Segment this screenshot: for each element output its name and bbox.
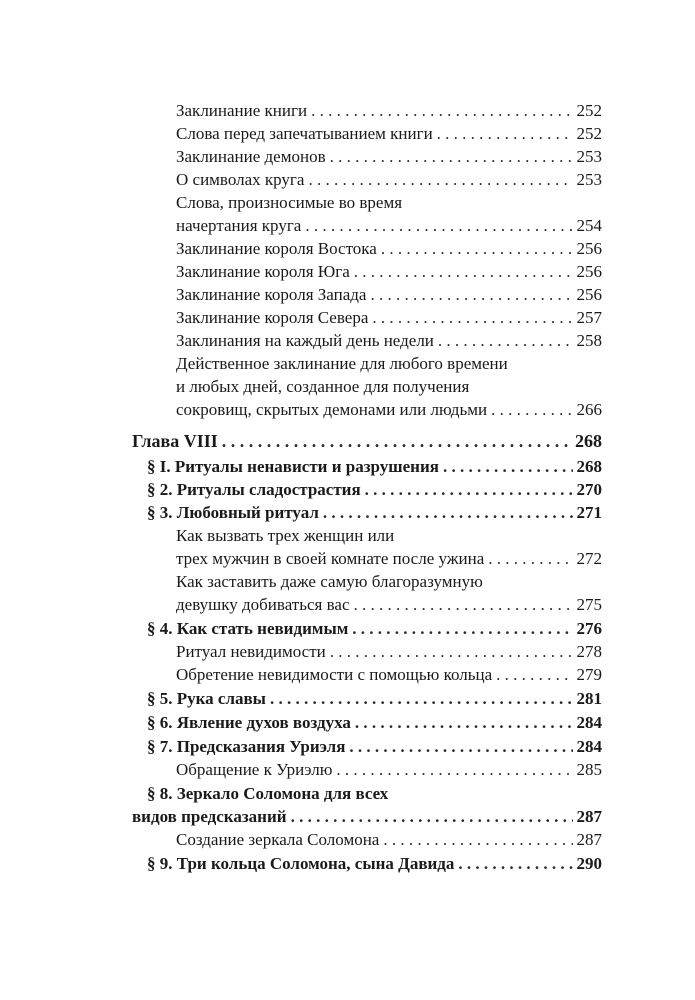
toc-page-number: 252	[576, 124, 602, 143]
toc-entry	[176, 548, 602, 570]
toc-leader-dots	[491, 399, 572, 421]
toc-entry-title: трех мужчин в своей комнате после ужина	[176, 549, 485, 568]
toc-entry-title: Заклинание короля Юга	[176, 262, 350, 281]
toc-entry	[176, 284, 602, 306]
toc-entry-title: видов предсказаний	[132, 807, 287, 826]
toc-page-number: 268	[576, 457, 602, 476]
toc-leader-dots	[352, 618, 572, 640]
toc-leader-dots	[291, 806, 573, 828]
toc-entry	[176, 330, 602, 352]
toc-entry-continued	[176, 376, 602, 398]
toc-leader-dots	[305, 215, 572, 237]
toc-page-number: 270	[576, 480, 602, 499]
toc-entry	[176, 399, 602, 421]
toc-leader-dots	[330, 641, 573, 663]
toc-entry	[176, 307, 602, 329]
toc-entry-title: Создание зеркала Соломона	[176, 830, 380, 849]
toc-page-number: 252	[576, 101, 602, 120]
toc-page-number: 285	[576, 760, 602, 779]
toc-section	[132, 806, 602, 828]
toc-leader-dots	[222, 430, 571, 452]
toc-leader-dots	[488, 548, 572, 570]
toc-entry	[176, 100, 602, 122]
toc-leader-dots	[438, 330, 573, 352]
toc-entry	[176, 169, 602, 191]
toc-entry-continued	[176, 192, 602, 214]
toc-entry-title: О символах круга	[176, 170, 305, 189]
toc-entry-title: § 3. Любовный ритуал	[147, 503, 319, 522]
toc-leader-dots	[496, 664, 572, 686]
toc-page-number: 284	[576, 713, 602, 732]
toc-entry-title: Заклинание короля Запада	[176, 285, 367, 304]
toc-leader-dots	[381, 238, 573, 260]
toc-page-number: 272	[576, 549, 602, 568]
toc-chapter-heading	[132, 430, 602, 452]
toc-page-number: 253	[576, 170, 602, 189]
toc-leader-dots	[330, 146, 573, 168]
toc-entry-title: Обращение к Уриэлю	[176, 760, 333, 779]
toc-entry	[176, 123, 602, 145]
toc-entry-title: Заклинание книги	[176, 101, 308, 120]
toc-entry	[176, 146, 602, 168]
toc-entry-title: Действенное заклинание для любого времени	[176, 354, 508, 373]
toc-page-number: 254	[576, 216, 602, 235]
toc-page-number: 287	[576, 830, 602, 849]
toc-entry-title: § 4. Как стать невидимым	[147, 619, 349, 638]
toc-entry-title: § I. Ритуалы ненависти и разрушения	[147, 457, 439, 476]
toc-page-number: 281	[576, 689, 602, 708]
toc-entry-title: Как вызвать трех женщин или	[176, 526, 395, 545]
toc-section-continued	[147, 783, 602, 805]
toc-entry-continued	[176, 571, 602, 593]
toc-entry-title: Заклинания на каждый день недели	[176, 331, 434, 350]
toc-leader-dots	[308, 169, 572, 191]
toc-section	[147, 736, 602, 758]
toc-page-number: 279	[576, 665, 602, 684]
toc-leader-dots	[443, 456, 573, 478]
toc-leader-dots	[365, 479, 573, 501]
toc-page-number: 287	[576, 807, 602, 826]
toc-section	[147, 712, 602, 734]
toc-entry-title: Заклинание короля Востока	[176, 239, 377, 258]
toc-leader-dots	[372, 307, 572, 329]
toc-entry-title: Глава VIII	[132, 431, 218, 451]
toc-entry	[176, 238, 602, 260]
toc-leader-dots	[270, 688, 573, 710]
toc-page-number: 271	[576, 503, 602, 522]
toc-leader-dots	[336, 759, 572, 781]
toc-entry	[176, 641, 602, 663]
toc-page-number: 276	[576, 619, 602, 638]
toc-leader-dots	[354, 594, 573, 616]
toc-entry-title: § 2. Ритуалы сладострастия	[147, 480, 361, 499]
toc-entry-title: § 5. Рука славы	[147, 689, 266, 708]
toc-entry	[176, 759, 602, 781]
toc-section	[147, 688, 602, 710]
toc-entry-title: § 6. Явление духов воздуха	[147, 713, 351, 732]
toc-page-number: 284	[576, 737, 602, 756]
toc-page-number: 256	[576, 239, 602, 258]
toc-leader-dots	[383, 829, 572, 851]
toc-page-number: 266	[576, 400, 602, 419]
toc-page-number: 258	[576, 331, 602, 350]
toc-page-number: 275	[576, 595, 602, 614]
toc-page-number: 278	[576, 642, 602, 661]
toc-entry	[176, 261, 602, 283]
toc-entry-title: Слова, произносимые во время	[176, 193, 403, 212]
toc-entry-title: Как заставить даже самую благоразумную	[176, 572, 483, 591]
toc-entry	[176, 594, 602, 616]
toc-entry-title: § 7. Предсказания Уриэля	[147, 737, 346, 756]
toc-entry	[176, 664, 602, 686]
toc-entry-title: сокровищ, скрытых демонами или людьми	[176, 400, 488, 419]
toc-entry-continued	[176, 525, 602, 547]
toc-entry-title: начертания круга	[176, 216, 302, 235]
toc-section	[147, 479, 602, 501]
toc-section	[147, 456, 602, 478]
toc-section	[147, 618, 602, 640]
toc-leader-dots	[355, 712, 573, 734]
toc-leader-dots	[354, 261, 573, 283]
toc-leader-dots	[458, 853, 572, 875]
toc-entry-title: § 9. Три кольца Соломона, сына Давида	[147, 854, 455, 873]
toc-leader-dots	[370, 284, 572, 306]
toc-entry-title: Заклинание короля Севера	[176, 308, 369, 327]
toc-entry-title: § 8. Зеркало Соломона для всех	[147, 784, 389, 803]
toc-entry-continued	[176, 353, 602, 375]
toc-leader-dots	[311, 100, 572, 122]
toc-entry-title: и любых дней, созданное для получения	[176, 377, 470, 396]
toc-leader-dots	[323, 502, 573, 524]
toc-entry-title: Слова перед запечатыванием книги	[176, 124, 433, 143]
toc-page-number: 257	[576, 308, 602, 327]
toc-entry-title: девушку добиваться вас	[176, 595, 350, 614]
toc-section	[147, 853, 602, 875]
toc-page-number: 256	[576, 285, 602, 304]
toc-page-number: 256	[576, 262, 602, 281]
toc-page-number: 253	[576, 147, 602, 166]
toc-entry-title: Ритуал невидимости	[176, 642, 326, 661]
toc-entry-title: Заклинание демонов	[176, 147, 326, 166]
toc-page-number: 290	[576, 854, 602, 873]
toc-section	[147, 502, 602, 524]
toc-entry	[176, 829, 602, 851]
toc-entry	[176, 215, 602, 237]
toc-leader-dots	[437, 123, 573, 145]
toc-entry-title: Обретение невидимости с помощью кольца	[176, 665, 493, 684]
toc-page-number: 268	[575, 431, 602, 451]
toc-leader-dots	[349, 736, 572, 758]
